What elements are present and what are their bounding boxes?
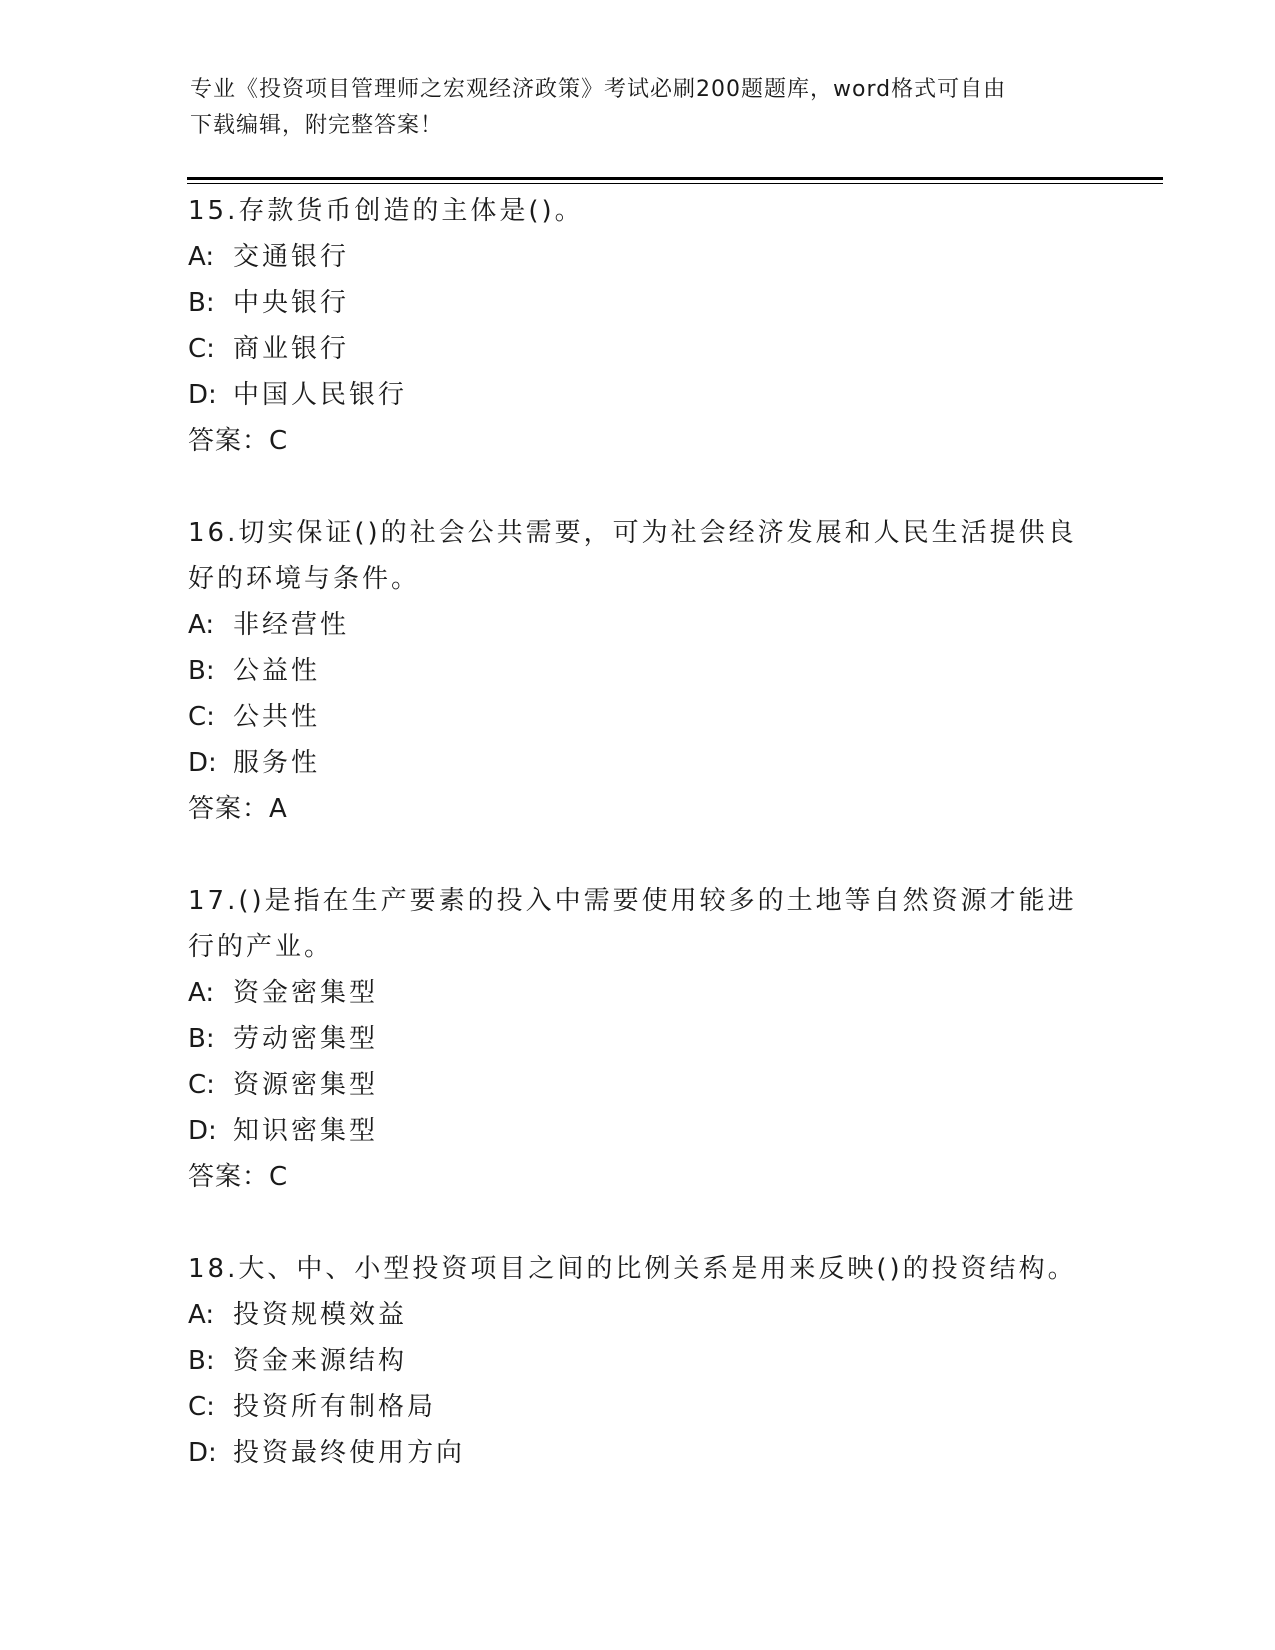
option-letter: D: <box>188 1116 217 1146</box>
option-letter: C: <box>188 334 215 364</box>
header-line-2: 下载编辑，附完整答案！ <box>190 113 444 138</box>
question-15 <box>188 188 1088 464</box>
option-letter: D: <box>188 380 217 410</box>
option-letter: A: <box>188 610 215 640</box>
option-text: 公共性 <box>233 702 321 732</box>
option-c <box>188 326 1088 372</box>
question-list <box>188 188 1088 1476</box>
option-text: 投资规模效益 <box>233 1300 408 1330</box>
option-text: 知识密集型 <box>233 1116 379 1146</box>
option-a <box>188 970 1088 1016</box>
question-text: 15.存款货币创造的主体是()。 <box>188 196 584 226</box>
question-text: 17.()是指在生产要素的投入中需要使用较多的土地等自然资源才能进行的产业。 <box>188 886 1077 962</box>
option-letter: A: <box>188 1300 215 1330</box>
option-letter: B: <box>188 656 215 686</box>
option-letter: C: <box>188 702 215 732</box>
question-text: 16.切实保证()的社会公共需要，可为社会经济发展和人民生活提供良好的环境与条件。 <box>188 518 1077 594</box>
option-text: 资金来源结构 <box>233 1346 408 1376</box>
option-letter: B: <box>188 1346 215 1376</box>
option-d <box>188 740 1088 786</box>
option-c <box>188 694 1088 740</box>
option-text: 公益性 <box>233 656 321 686</box>
option-b <box>188 648 1088 694</box>
option-text: 投资所有制格局 <box>233 1392 437 1422</box>
document-header <box>190 72 1090 144</box>
header-divider-thick <box>187 177 1163 180</box>
option-b <box>188 1016 1088 1062</box>
option-d <box>188 1108 1088 1154</box>
header-line-1: 专业《投资项目管理师之宏观经济政策》考试必刷200题题库，word格式可自由 <box>190 77 1007 102</box>
option-text: 中国人民银行 <box>233 380 408 410</box>
header-divider-thin <box>187 183 1163 184</box>
option-letter: A: <box>188 242 215 272</box>
option-text: 交通银行 <box>233 242 350 272</box>
answer-line: 答案：C <box>188 426 289 456</box>
question-16 <box>188 510 1088 832</box>
question-18 <box>188 1246 1088 1476</box>
option-c <box>188 1062 1088 1108</box>
option-letter: D: <box>188 748 217 778</box>
option-text: 资源密集型 <box>233 1070 379 1100</box>
option-text: 中央银行 <box>233 288 350 318</box>
option-letter: C: <box>188 1392 215 1422</box>
option-a <box>188 234 1088 280</box>
option-text: 劳动密集型 <box>233 1024 379 1054</box>
question-text: 18.大、中、小型投资项目之间的比例关系是用来反映()的投资结构。 <box>188 1254 1077 1284</box>
option-letter: B: <box>188 288 215 318</box>
option-c <box>188 1384 1088 1430</box>
option-text: 非经营性 <box>233 610 350 640</box>
option-text: 资金密集型 <box>233 978 379 1008</box>
option-text: 投资最终使用方向 <box>233 1438 466 1468</box>
option-a <box>188 1292 1088 1338</box>
answer-line: 答案：C <box>188 1162 289 1192</box>
option-letter: A: <box>188 978 215 1008</box>
option-letter: B: <box>188 1024 215 1054</box>
option-b <box>188 280 1088 326</box>
option-letter: D: <box>188 1438 217 1468</box>
option-text: 商业银行 <box>233 334 350 364</box>
option-a <box>188 602 1088 648</box>
option-text: 服务性 <box>233 748 321 778</box>
option-letter: C: <box>188 1070 215 1100</box>
option-b <box>188 1338 1088 1384</box>
option-d <box>188 1430 1088 1476</box>
question-17 <box>188 878 1088 1200</box>
answer-line: 答案：A <box>188 794 288 824</box>
option-d <box>188 372 1088 418</box>
